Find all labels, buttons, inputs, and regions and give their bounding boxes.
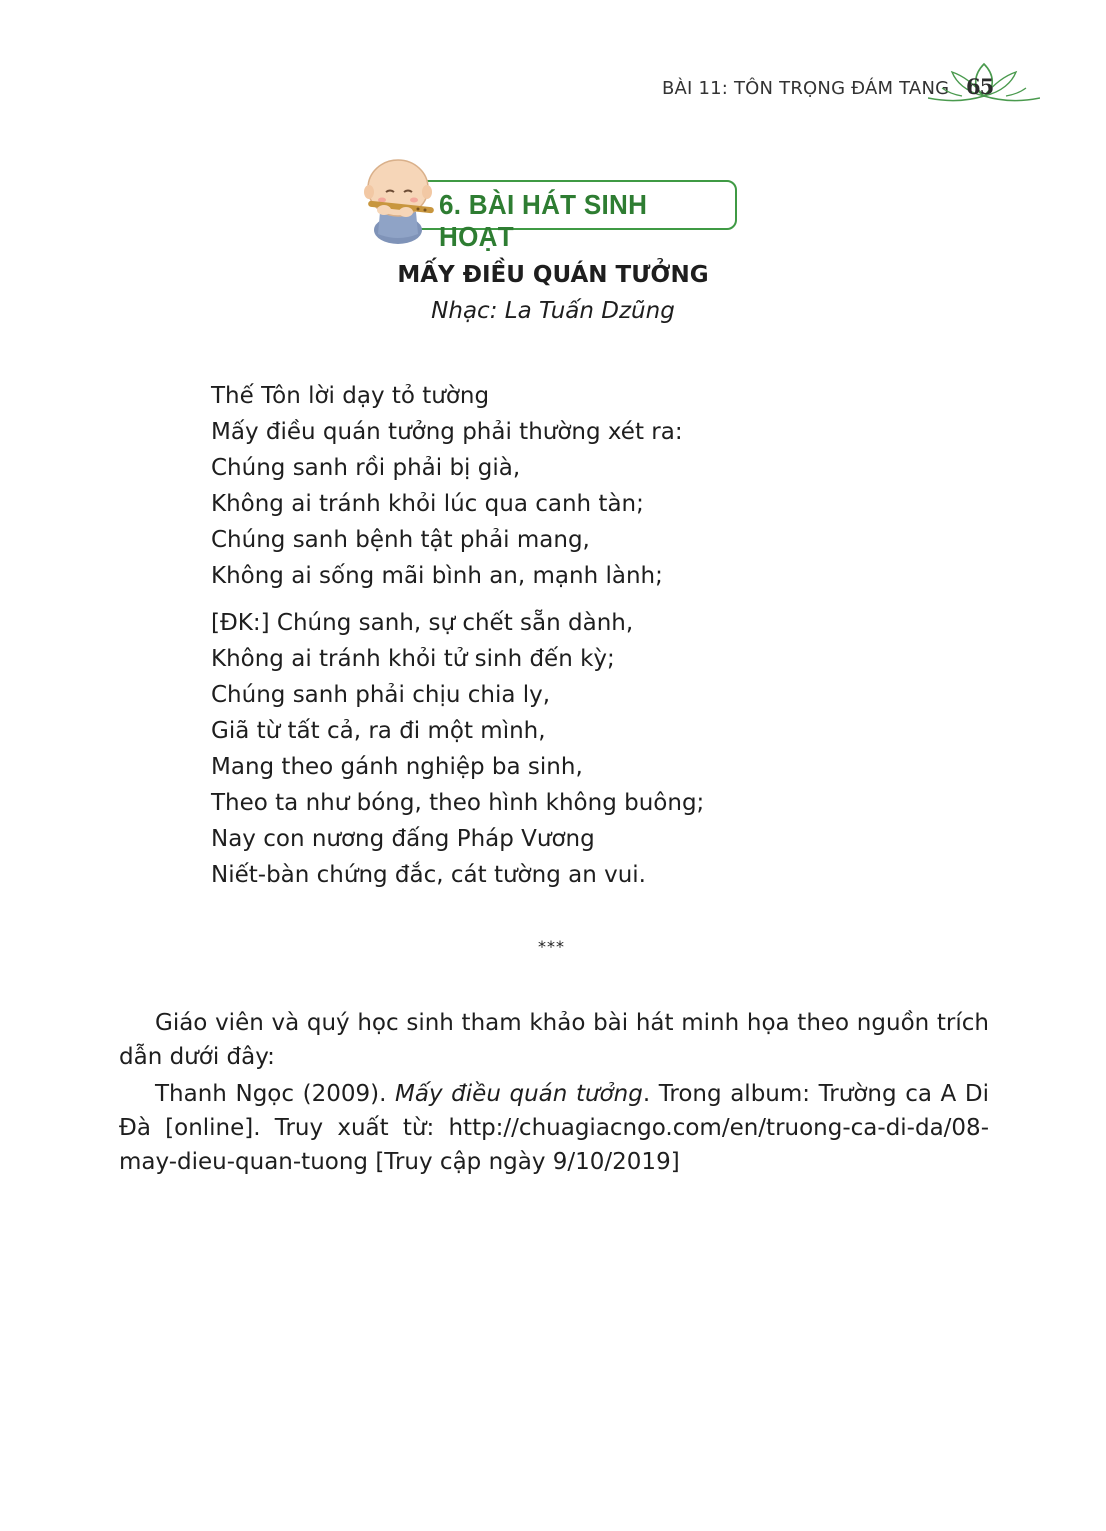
song-title: MẤY ĐIỀU QUÁN TƯỞNG xyxy=(397,262,709,288)
lyric-line: Theo ta như bóng, theo hình không buông; xyxy=(211,790,705,816)
lyric-line: Thế Tôn lời dạy tỏ tường xyxy=(211,383,490,409)
monk-mascot-flute-icon xyxy=(358,152,438,246)
citation-lead: Thanh Ngọc (2009). xyxy=(155,1081,396,1107)
lyric-line: Chúng sanh bệnh tật phải mang, xyxy=(211,527,590,553)
lyric-line: Chúng sanh rồi phải bị già, xyxy=(211,455,521,481)
lyric-line: Chúng sanh phải chịu chia ly, xyxy=(211,682,551,708)
lyric-line: Mang theo gánh nghiệp ba sinh, xyxy=(211,754,583,780)
lyric-line: Nay con nương đấng Pháp Vương xyxy=(211,826,595,852)
lyrics-chorus xyxy=(211,605,704,893)
citation-rest: . Trong album: Trường ca A Di Đà [online]. Truy xuất từ: http://chuagiacngo.com/en/truong-ca-di-da/08-may-dieu-quan-tuong [Truy cập ngày 9/10/2019] xyxy=(119,1081,989,1175)
lyric-line: Mấy điều quán tưởng phải thường xét ra: xyxy=(211,419,683,445)
section-banner xyxy=(407,180,737,252)
lyric-line: Không ai tránh khỏi lúc qua canh tàn; xyxy=(211,491,644,517)
lyric-line: Không ai tránh khỏi tử sinh đến kỳ; xyxy=(211,646,615,672)
citation-title: Mấy điều quán tưởng xyxy=(395,1081,643,1107)
song-composer: Nhạc: La Tuấn Dzũng xyxy=(431,298,675,324)
section-title: 6. BÀI HÁT SINH HOẠT xyxy=(439,189,648,252)
page-number: 65 xyxy=(966,74,994,99)
citation-paragraph xyxy=(119,1077,989,1179)
separator: *** xyxy=(538,937,565,956)
intro-paragraph: Giáo viên và quý học sinh tham khảo bài hát minh họa theo nguồn trích dẫn dưới đây: xyxy=(119,1010,989,1070)
lyric-line: Giã từ tất cả, ra đi một mình, xyxy=(211,718,546,744)
page-number-mark xyxy=(928,60,1040,112)
lyric-line: Niết-bàn chứng đắc, cát tường an vui. xyxy=(211,862,646,888)
lyric-line: Không ai sống mãi bình an, mạnh lành; xyxy=(211,563,663,589)
lyric-line: [ĐK:] Chúng sanh, sự chết sẵn dành, xyxy=(211,610,634,636)
lyrics-verse-1 xyxy=(211,378,683,594)
running-header: BÀI 11: TÔN TRỌNG ĐÁM TANG xyxy=(662,78,950,99)
